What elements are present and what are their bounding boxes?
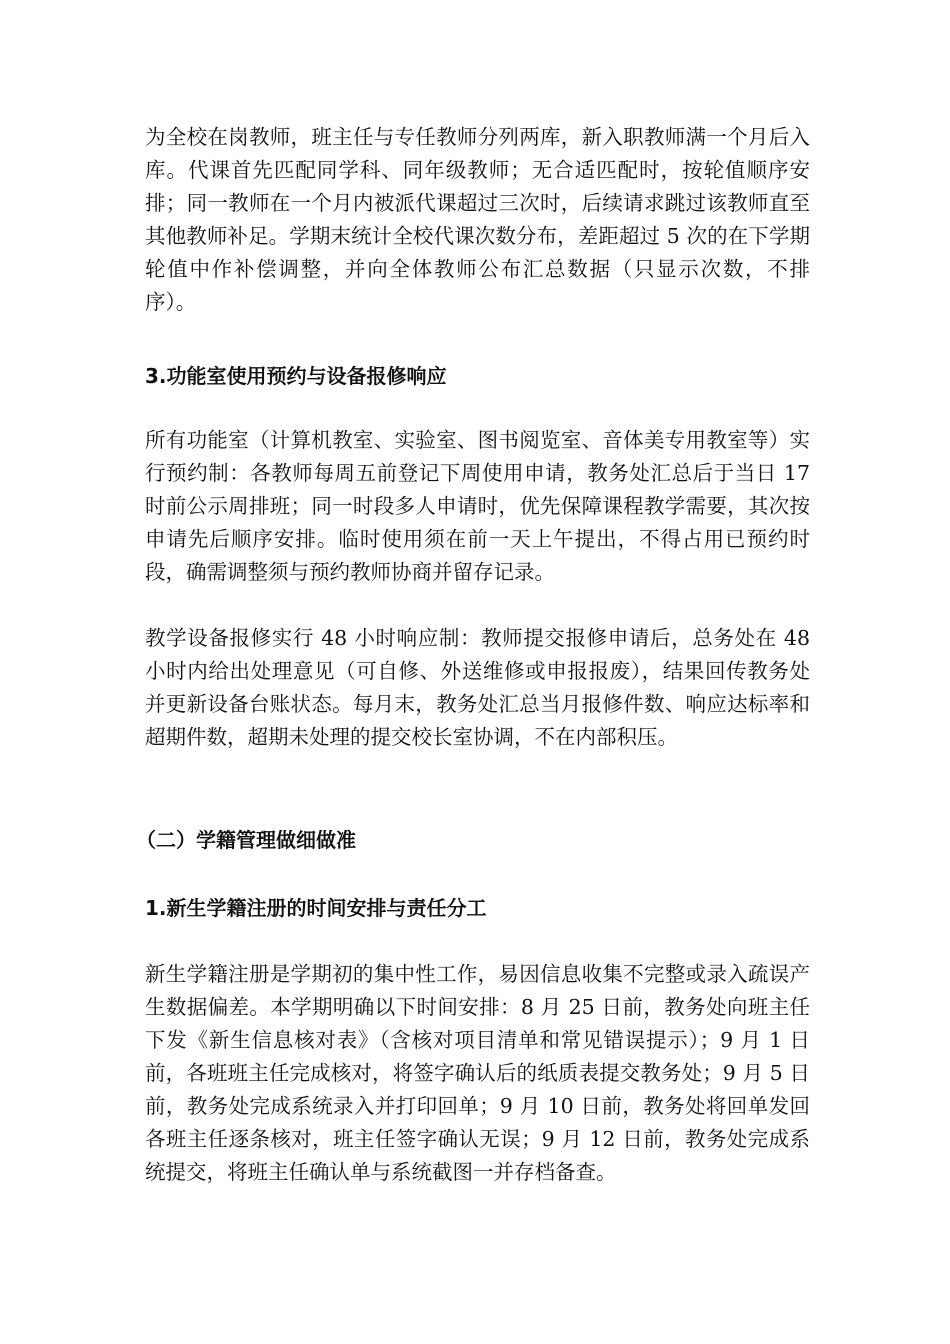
heading-student-records: （二）学籍管理做细做准 — [136, 828, 356, 852]
paragraph-room-booking: 所有功能室（计算机教室、实验室、图书阅览室、音体美专用教室等）实行预约制：各教师每周五前登记下周使用申请，教务处汇总后于当日 17 时前公示周排班；同一时段多人申请时，优先保障课程教学需要，其次按申请先后顺序安排。临时使用须在前一天上午提出，不得占用已预约时段，确需调整须与预约教师协商并留存记录。 — [145, 428, 810, 584]
heading-new-student-registration: 1.新生学籍注册的时间安排与责任分工 — [145, 896, 487, 920]
heading-functional-rooms: 3.功能室使用预约与设备报修响应 — [145, 364, 447, 388]
paragraph-equipment-repair: 教学设备报修实行 48 小时响应制：教师提交报修申请后，总务处在 48 小时内给出处理意见（可自修、外送维修或申报报废），结果回传教务处并更新设备台账状态。每月末，教务处汇总当月报修件数、响应达标率和超期件数，超期未处理的提交校长室协调，不在内部积压。 — [145, 626, 810, 749]
paragraph-registration-schedule: 新生学籍注册是学期初的集中性工作，易因信息收集不完整或录入疏误产生数据偏差。本学期明确以下时间安排：8 月 25 日前，教务处向班主任下发《新生信息核对表》（含核对项目清单和常见错误提示）；9 月 1 日前，各班班主任完成核对，将签字确认后的纸质表提交教务处；9 月 5 日前，教务处完成系统录入并打印回单；9 月 10 日前，教务处将回单发回各班主任逐条核对，班主任签字确认无误；9 月 12 日前，教务处完成系统提交，将班主任确认单与系统截图一并存档备查。 — [145, 962, 810, 1184]
paragraph-substitute-teaching: 为全校在岗教师，班主任与专任教师分列两库，新入职教师满一个月后入库。代课首先匹配同学科、同年级教师；无合适匹配时，按轮值顺序安排；同一教师在一个月内被派代课超过三次时，后续请求跳过该教师直至其他教师补足。学期末统计全校代课次数分布，差距超过 5 次的在下学期轮值中作补偿调整，并向全体教师公布汇总数据（只显示次数，不排序）。 — [145, 125, 810, 314]
